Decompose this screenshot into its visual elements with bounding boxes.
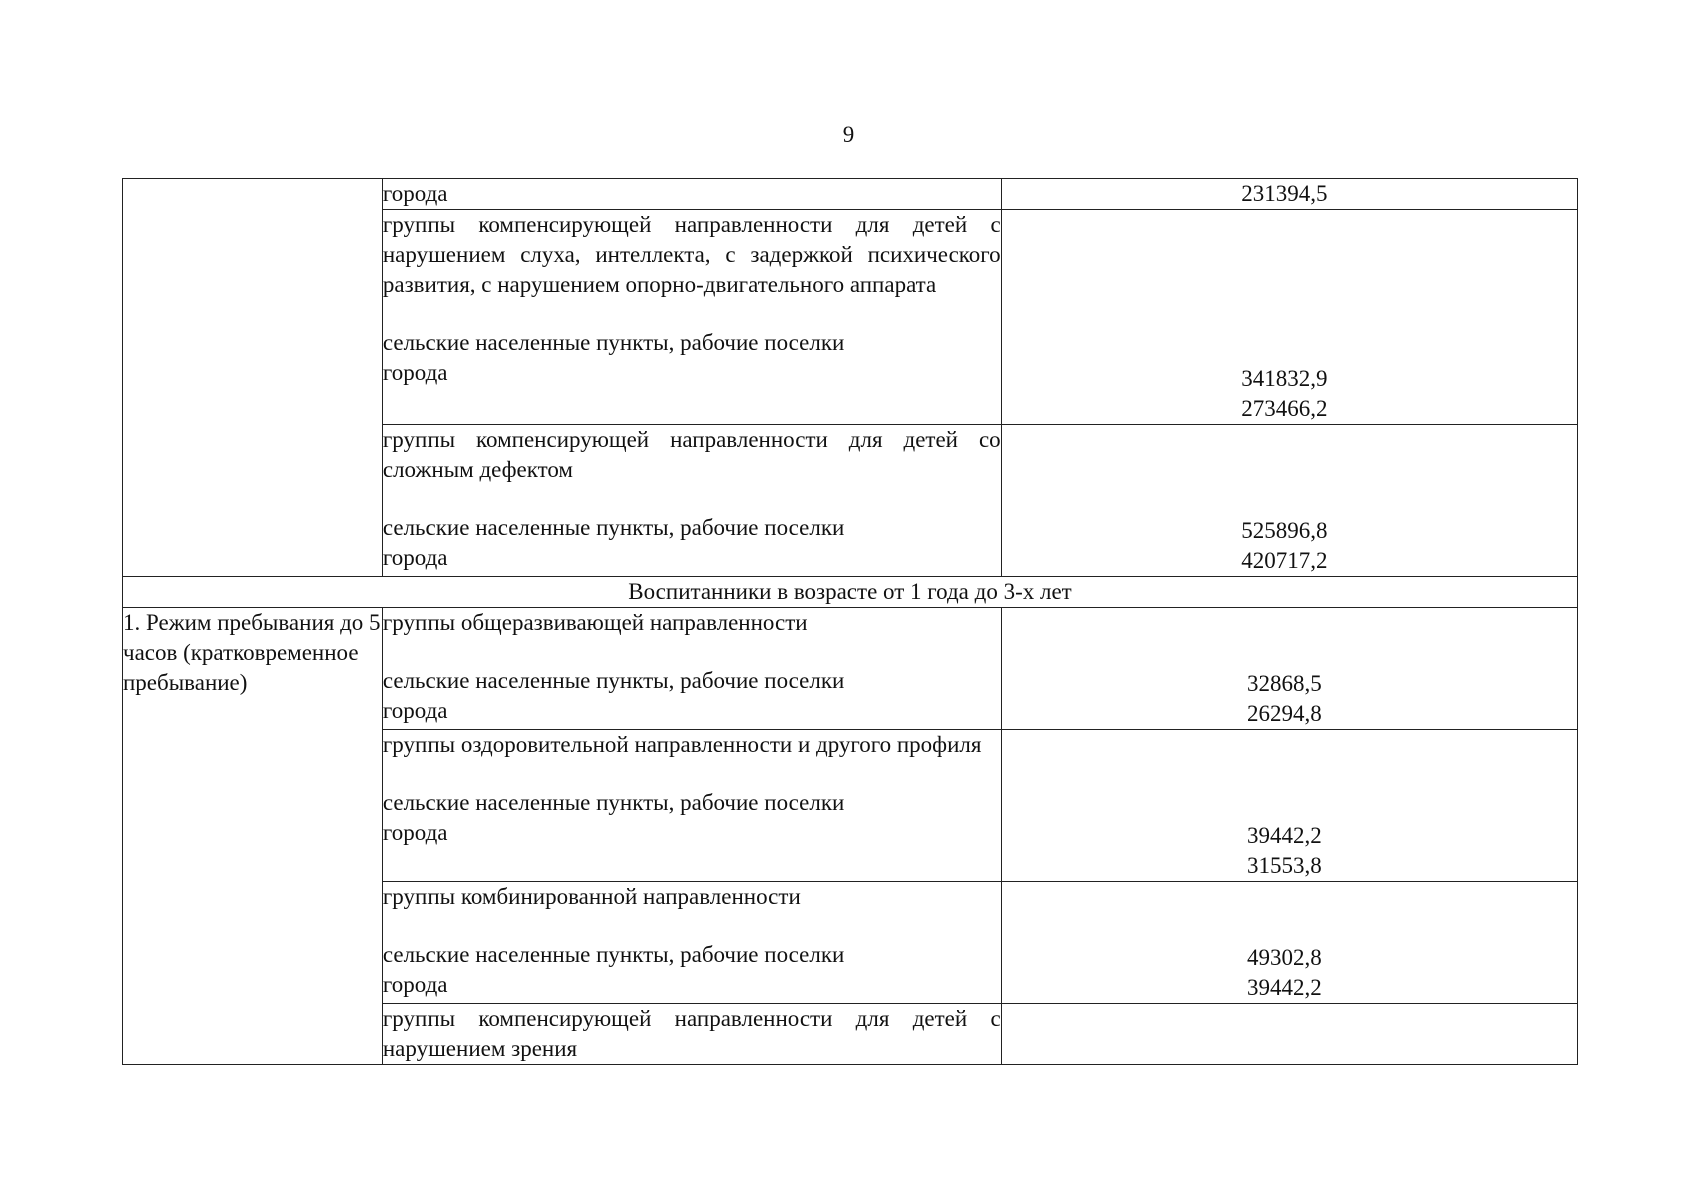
category-description: группы комбинированной направленности (382, 884, 801, 909)
category-description: группы компенсирующей направленности для детей со сложным дефектом (382, 427, 1001, 482)
value-cell (1001, 210, 1577, 425)
mode-label: 1. Режим пребывания до 5 часов (кратковременное пребывание) (123, 608, 383, 1065)
page-number: 9 (842, 122, 855, 147)
value-cell-empty (1001, 1004, 1577, 1065)
item-label: сельские населенные пункты, рабочие поселки (382, 515, 845, 540)
category-cell (382, 882, 1001, 1004)
item-value: 49302,8 (1246, 945, 1322, 970)
item-value: 525896,8 (1241, 518, 1328, 543)
section-header: Воспитанники в возрасте от 1 года до 3-х лет (123, 577, 1578, 608)
value-cell (1001, 179, 1577, 210)
category-description: группы оздоровительной направленности и другого профиля (382, 732, 982, 757)
item-value: 273466,2 (1241, 396, 1328, 421)
item-label: сельские населенные пункты, рабочие поселки (382, 668, 845, 693)
item-label: города (382, 820, 448, 845)
value-cell (1001, 730, 1577, 882)
item-value: 39442,2 (1246, 823, 1322, 848)
item-label: города (382, 698, 448, 723)
item-value: 32868,5 (1246, 671, 1322, 696)
table-row (123, 179, 1578, 210)
category-cell (382, 425, 1001, 577)
value-cell (1001, 608, 1577, 730)
category-cell (382, 179, 1001, 210)
category-cell (382, 608, 1001, 730)
category-cell (382, 730, 1001, 882)
item-label: сельские населенные пункты, рабочие поселки (382, 790, 845, 815)
category-description: группы компенсирующей направленности для детей с нарушением зрения (382, 1006, 1001, 1061)
item-label: города (382, 972, 448, 997)
category-description: группы общеразвивающей направленности (382, 610, 808, 635)
category-cell (382, 1004, 1001, 1065)
item-value: 26294,8 (1246, 701, 1322, 726)
category-cell (382, 210, 1001, 425)
item-label: города (382, 181, 448, 206)
item-value: 420717,2 (1241, 548, 1328, 573)
item-value: 31553,8 (1246, 853, 1322, 878)
value-cell (1001, 425, 1577, 577)
category-description: группы компенсирующей направленности для детей с нарушением слуха, интеллекта, с задержкой психического развития, с нарушением опорно-двигательного аппарата (382, 212, 1001, 297)
item-label: сельские населенные пункты, рабочие поселки (382, 942, 845, 967)
item-label: сельские населенные пункты, рабочие поселки (382, 330, 845, 355)
value-cell (1001, 882, 1577, 1004)
item-label: города (382, 545, 448, 570)
item-label: города (382, 360, 448, 385)
item-value: 231394,5 (1241, 181, 1328, 206)
table-row (123, 577, 1578, 608)
mode-cell-empty (123, 179, 383, 577)
tariff-table (122, 178, 1578, 1065)
table-row (123, 608, 1578, 730)
item-value: 341832,9 (1241, 366, 1328, 391)
item-value: 39442,2 (1246, 975, 1322, 1000)
